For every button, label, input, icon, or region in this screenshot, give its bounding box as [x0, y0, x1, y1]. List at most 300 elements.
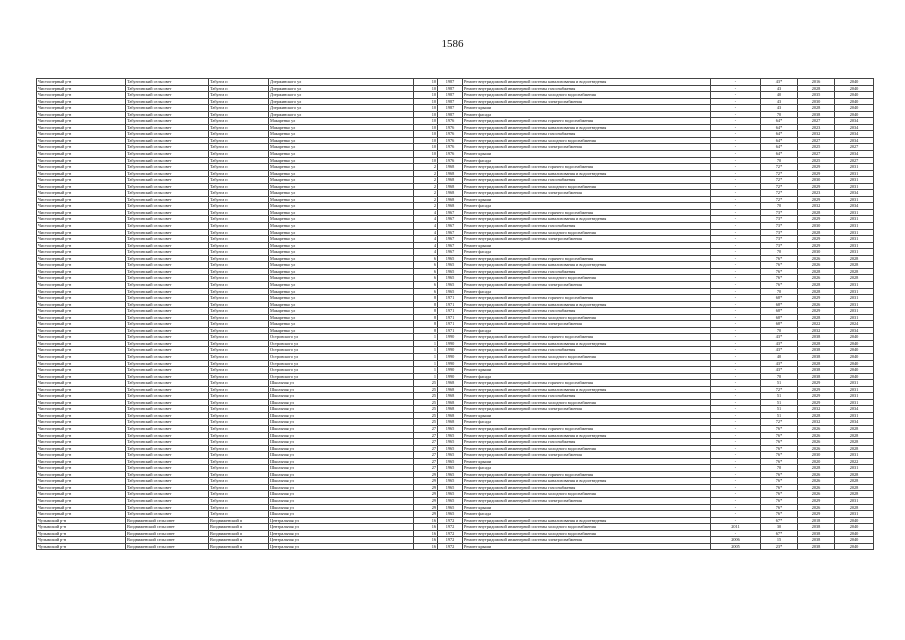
work-type-cell: Ремонт внутридомовой инженерной системы канализования и водоотведения — [463, 478, 711, 485]
district-cell: Чистоозерный р-н — [37, 223, 126, 230]
street-cell: Дзержинского ул — [269, 92, 414, 99]
street-cell: Макаренко ул — [269, 236, 414, 243]
locality-cell: Табулга п — [209, 432, 269, 439]
locality-cell: Табулга п — [209, 353, 269, 360]
wear-cell: 51 — [761, 406, 798, 413]
house-number-cell: 1 — [414, 353, 438, 360]
work-type-cell: Ремонт внутридомовой инженерной системы газоснабжения — [463, 439, 711, 446]
end-year-cell: 2034 — [835, 118, 874, 125]
built-year-cell: 1987 — [438, 79, 463, 86]
built-year-cell: 1965 — [438, 432, 463, 439]
wear-cell: 76* — [761, 484, 798, 491]
street-cell: Дзержинского ул — [269, 79, 414, 86]
locality-cell: Табулга п — [209, 203, 269, 210]
settlement-cell: Табулгинский сельсовет — [126, 445, 209, 452]
work-type-cell: Ремонт внутридомовой инженерной системы канализования и водоотведения — [463, 517, 711, 524]
work-type-cell: Ремонт внутридомовой инженерной системы канализования и водоотведения — [463, 124, 711, 131]
last-repair-cell: - — [711, 321, 761, 328]
wear-cell: 73* — [761, 223, 798, 230]
district-cell: Чулымский р-н — [37, 530, 126, 537]
house-number-cell: 10 — [414, 124, 438, 131]
work-type-cell: Ремонт внутридомовой инженерной системы электроснабжения — [463, 452, 711, 459]
work-type-cell: Ремонт крыши — [463, 458, 711, 465]
settlement-cell: Табулгинский сельсовет — [126, 471, 209, 478]
house-number-cell: 29 — [414, 511, 438, 518]
wear-cell: 70 — [761, 465, 798, 472]
street-cell: Школьная ул — [269, 491, 414, 498]
street-cell: Островского ул — [269, 347, 414, 354]
street-cell: Дзержинского ул — [269, 105, 414, 112]
start-year-cell: 2029 — [798, 498, 835, 505]
locality-cell: Табулга п — [209, 406, 269, 413]
built-year-cell: 1968 — [438, 386, 463, 393]
end-year-cell: 2040 — [835, 79, 874, 86]
built-year-cell: 1967 — [438, 229, 463, 236]
house-number-cell: 4 — [414, 209, 438, 216]
district-cell: Чистоозерный р-н — [37, 491, 126, 498]
settlement-cell: Табулгинский сельсовет — [126, 268, 209, 275]
street-cell: Макаренко ул — [269, 288, 414, 295]
house-number-cell: 1 — [414, 347, 438, 354]
street-cell: Школьная ул — [269, 445, 414, 452]
street-cell: Макаренко ул — [269, 268, 414, 275]
last-repair-cell: - — [711, 301, 761, 308]
wear-cell: 43 — [761, 98, 798, 105]
start-year-cell: 2026 — [798, 504, 835, 511]
built-year-cell: 1965 — [438, 491, 463, 498]
house-number-cell: 10 — [414, 137, 438, 144]
locality-cell: Табулга п — [209, 504, 269, 511]
house-number-cell: 27 — [414, 465, 438, 472]
house-number-cell: 4 — [414, 229, 438, 236]
start-year-cell: 2030 — [798, 98, 835, 105]
street-cell: Макаренко ул — [269, 137, 414, 144]
street-cell: Школьная ул — [269, 478, 414, 485]
locality-cell: Табулга п — [209, 131, 269, 138]
wear-cell: 76* — [761, 268, 798, 275]
last-repair-cell: - — [711, 327, 761, 334]
last-repair-cell: - — [711, 92, 761, 99]
table-row — [37, 543, 874, 550]
settlement-cell: Табулгинский сельсовет — [126, 314, 209, 321]
start-year-cell: 2038 — [798, 530, 835, 537]
work-type-cell: Ремонт внутридомовой инженерной системы электроснабжения — [463, 281, 711, 288]
last-repair-cell: - — [711, 85, 761, 92]
last-repair-cell: - — [711, 334, 761, 341]
house-number-cell: 27 — [414, 458, 438, 465]
street-cell: Островского ул — [269, 360, 414, 367]
start-year-cell: 2028 — [798, 105, 835, 112]
start-year-cell: 2026 — [798, 425, 835, 432]
settlement-cell: Табулгинский сельсовет — [126, 465, 209, 472]
house-number-cell: 4 — [414, 249, 438, 256]
wear-cell: 72* — [761, 419, 798, 426]
wear-cell: 51 — [761, 393, 798, 400]
last-repair-cell: - — [711, 347, 761, 354]
start-year-cell: 2030 — [798, 177, 835, 184]
house-number-cell: 10 — [414, 157, 438, 164]
built-year-cell: 1987 — [438, 111, 463, 118]
last-repair-cell: - — [711, 491, 761, 498]
built-year-cell: 1990 — [438, 340, 463, 347]
wear-cell: 43* — [761, 367, 798, 374]
end-year-cell: 2034 — [835, 131, 874, 138]
district-cell: Чистоозерный р-н — [37, 347, 126, 354]
end-year-cell: 2034 — [835, 203, 874, 210]
settlement-cell: Табулгинский сельсовет — [126, 288, 209, 295]
built-year-cell: 1976 — [438, 144, 463, 151]
house-number-cell: 8 — [414, 301, 438, 308]
last-repair-cell: - — [711, 196, 761, 203]
built-year-cell: 1972 — [438, 524, 463, 531]
wear-cell: 73* — [761, 229, 798, 236]
built-year-cell: 1968 — [438, 164, 463, 171]
start-year-cell: 2029 — [798, 380, 835, 387]
house-number-cell: 10 — [414, 79, 438, 86]
built-year-cell: 1967 — [438, 236, 463, 243]
start-year-cell: 2029 — [798, 236, 835, 243]
start-year-cell: 2023 — [798, 190, 835, 197]
district-cell: Чистоозерный р-н — [37, 137, 126, 144]
locality-cell: Табулга п — [209, 386, 269, 393]
last-repair-cell: - — [711, 216, 761, 223]
house-number-cell: 8 — [414, 295, 438, 302]
settlement-cell: Табулгинский сельсовет — [126, 157, 209, 164]
locality-cell: Табулга п — [209, 137, 269, 144]
street-cell: Центральная ул — [269, 537, 414, 544]
settlement-cell: Табулгинский сельсовет — [126, 295, 209, 302]
house-number-cell: 16 — [414, 543, 438, 550]
settlement-cell: Воздвиженский сельсовет — [126, 524, 209, 531]
built-year-cell: 1965 — [438, 439, 463, 446]
street-cell: Макаренко ул — [269, 327, 414, 334]
end-year-cell: 2040 — [835, 340, 874, 347]
settlement-cell: Табулгинский сельсовет — [126, 452, 209, 459]
street-cell: Макаренко ул — [269, 321, 414, 328]
street-cell: Школьная ул — [269, 471, 414, 478]
settlement-cell: Табулгинский сельсовет — [126, 275, 209, 282]
settlement-cell: Табулгинский сельсовет — [126, 393, 209, 400]
built-year-cell: 1972 — [438, 517, 463, 524]
locality-cell: Табулга п — [209, 262, 269, 269]
start-year-cell: 2028 — [798, 288, 835, 295]
wear-cell: 72* — [761, 196, 798, 203]
built-year-cell: 1987 — [438, 92, 463, 99]
work-type-cell: Ремонт внутридомовой инженерной системы электроснабжения — [463, 144, 711, 151]
end-year-cell: 2031 — [835, 164, 874, 171]
wear-cell: 64* — [761, 137, 798, 144]
district-cell: Чистоозерный р-н — [37, 229, 126, 236]
start-year-cell: 2026 — [798, 432, 835, 439]
district-cell: Чистоозерный р-н — [37, 367, 126, 374]
wear-cell: 76* — [761, 439, 798, 446]
wear-cell: 72* — [761, 170, 798, 177]
wear-cell: 43* — [761, 360, 798, 367]
work-type-cell: Ремонт внутридомовой инженерной системы холодного водоснабжения — [463, 445, 711, 452]
street-cell: Островского ул — [269, 353, 414, 360]
settlement-cell: Табулгинский сельсовет — [126, 209, 209, 216]
end-year-cell: 2028 — [835, 491, 874, 498]
end-year-cell: 2040 — [835, 530, 874, 537]
last-repair-cell: - — [711, 439, 761, 446]
house-number-cell: 10 — [414, 151, 438, 158]
work-type-cell: Ремонт внутридомовой инженерной системы канализования и водоотведения — [463, 262, 711, 269]
house-number-cell: 16 — [414, 537, 438, 544]
last-repair-cell: - — [711, 419, 761, 426]
last-repair-cell: - — [711, 406, 761, 413]
house-number-cell: 2 — [414, 203, 438, 210]
built-year-cell: 1965 — [438, 262, 463, 269]
district-cell: Чистоозерный р-н — [37, 399, 126, 406]
district-cell: Чистоозерный р-н — [37, 118, 126, 125]
house-number-cell: 6 — [414, 288, 438, 295]
work-type-cell: Ремонт внутридомовой инженерной системы канализования и водоотведения — [463, 216, 711, 223]
built-year-cell: 1972 — [438, 537, 463, 544]
locality-cell: Табулга п — [209, 157, 269, 164]
last-repair-cell: - — [711, 209, 761, 216]
end-year-cell: 2040 — [835, 334, 874, 341]
start-year-cell: 2026 — [798, 439, 835, 446]
work-type-cell: Ремонт внутридомовой инженерной системы холодного водоснабжения — [463, 314, 711, 321]
last-repair-cell: 2005 — [711, 543, 761, 550]
end-year-cell: 2040 — [835, 353, 874, 360]
locality-cell: Табулга п — [209, 190, 269, 197]
street-cell: Школьная ул — [269, 504, 414, 511]
work-type-cell: Ремонт внутридомовой инженерной системы канализования и водоотведения — [463, 170, 711, 177]
built-year-cell: 1987 — [438, 98, 463, 105]
locality-cell: Табулга п — [209, 321, 269, 328]
start-year-cell: 2026 — [798, 471, 835, 478]
street-cell: Островского ул — [269, 334, 414, 341]
start-year-cell: 2038 — [798, 537, 835, 544]
locality-cell: Табулга п — [209, 223, 269, 230]
start-year-cell: 2038 — [798, 373, 835, 380]
work-type-cell: Ремонт внутридомовой инженерной системы холодного водоснабжения — [463, 229, 711, 236]
last-repair-cell: - — [711, 458, 761, 465]
house-number-cell: 25 — [414, 380, 438, 387]
start-year-cell: 2032 — [798, 203, 835, 210]
start-year-cell: 2030 — [798, 223, 835, 230]
settlement-cell: Табулгинский сельсовет — [126, 92, 209, 99]
built-year-cell: 1971 — [438, 314, 463, 321]
built-year-cell: 1990 — [438, 347, 463, 354]
built-year-cell: 1972 — [438, 543, 463, 550]
locality-cell: Табулга п — [209, 177, 269, 184]
built-year-cell: 1965 — [438, 425, 463, 432]
work-type-cell: Ремонт внутридомовой инженерной системы канализования и водоотведения — [463, 340, 711, 347]
house-number-cell: 2 — [414, 170, 438, 177]
end-year-cell: 2028 — [835, 275, 874, 282]
settlement-cell: Табулгинский сельсовет — [126, 196, 209, 203]
end-year-cell: 2031 — [835, 399, 874, 406]
settlement-cell: Табулгинский сельсовет — [126, 216, 209, 223]
locality-cell: Табулга п — [209, 367, 269, 374]
work-type-cell: Ремонт крыши — [463, 105, 711, 112]
end-year-cell: 2031 — [835, 380, 874, 387]
end-year-cell: 2031 — [835, 249, 874, 256]
wear-cell: 70 — [761, 373, 798, 380]
settlement-cell: Табулгинский сельсовет — [126, 458, 209, 465]
settlement-cell: Табулгинский сельсовет — [126, 504, 209, 511]
locality-cell: Табулга п — [209, 281, 269, 288]
end-year-cell: 2040 — [835, 360, 874, 367]
work-type-cell: Ремонт внутридомовой инженерной системы газоснабжения — [463, 484, 711, 491]
house-number-cell: 29 — [414, 471, 438, 478]
house-number-cell: 27 — [414, 445, 438, 452]
district-cell: Чистоозерный р-н — [37, 439, 126, 446]
built-year-cell: 1971 — [438, 308, 463, 315]
wear-cell: 76* — [761, 504, 798, 511]
house-number-cell: 2 — [414, 190, 438, 197]
district-cell: Чистоозерный р-н — [37, 498, 126, 505]
street-cell: Школьная ул — [269, 419, 414, 426]
house-number-cell: 2 — [414, 196, 438, 203]
start-year-cell: 2029 — [798, 399, 835, 406]
last-repair-cell: - — [711, 471, 761, 478]
built-year-cell: 1990 — [438, 353, 463, 360]
street-cell: Макаренко ул — [269, 249, 414, 256]
district-cell: Чистоозерный р-н — [37, 124, 126, 131]
settlement-cell: Табулгинский сельсовет — [126, 334, 209, 341]
street-cell: Дзержинского ул — [269, 85, 414, 92]
house-number-cell: 10 — [414, 85, 438, 92]
work-type-cell: Ремонт внутридомовой инженерной системы канализования и водоотведения — [463, 386, 711, 393]
district-cell: Чистоозерный р-н — [37, 301, 126, 308]
last-repair-cell: - — [711, 432, 761, 439]
last-repair-cell: - — [711, 229, 761, 236]
wear-cell: 76* — [761, 281, 798, 288]
built-year-cell: 1967 — [438, 216, 463, 223]
last-repair-cell: - — [711, 98, 761, 105]
district-cell: Чистоозерный р-н — [37, 471, 126, 478]
built-year-cell: 1976 — [438, 124, 463, 131]
work-type-cell: Ремонт внутридомовой инженерной системы холодного водоснабжения — [463, 399, 711, 406]
settlement-cell: Табулгинский сельсовет — [126, 190, 209, 197]
district-cell: Чистоозерный р-н — [37, 98, 126, 105]
end-year-cell: 2034 — [835, 406, 874, 413]
locality-cell: Табулга п — [209, 249, 269, 256]
work-type-cell: Ремонт внутридомовой инженерной системы газоснабжения — [463, 347, 711, 354]
wear-cell: 64* — [761, 124, 798, 131]
district-cell: Чистоозерный р-н — [37, 373, 126, 380]
built-year-cell: 1968 — [438, 177, 463, 184]
work-type-cell: Ремонт внутридомовой инженерной системы горячего водоснабжения — [463, 471, 711, 478]
district-cell: Чистоозерный р-н — [37, 157, 126, 164]
district-cell: Чистоозерный р-н — [37, 85, 126, 92]
last-repair-cell: - — [711, 393, 761, 400]
built-year-cell: 1968 — [438, 393, 463, 400]
street-cell: Макаренко ул — [269, 229, 414, 236]
wear-cell: 72* — [761, 190, 798, 197]
built-year-cell: 1967 — [438, 223, 463, 230]
settlement-cell: Табулгинский сельсовет — [126, 183, 209, 190]
house-number-cell: 2 — [414, 183, 438, 190]
street-cell: Школьная ул — [269, 425, 414, 432]
work-type-cell: Ремонт внутридомовой инженерной системы газоснабжения — [463, 393, 711, 400]
end-year-cell: 2031 — [835, 216, 874, 223]
last-repair-cell: - — [711, 262, 761, 269]
street-cell: Островского ул — [269, 373, 414, 380]
built-year-cell: 1968 — [438, 406, 463, 413]
work-type-cell: Ремонт внутридомовой инженерной системы горячего водоснабжения — [463, 425, 711, 432]
built-year-cell: 1965 — [438, 445, 463, 452]
district-cell: Чистоозерный р-н — [37, 151, 126, 158]
district-cell: Чистоозерный р-н — [37, 353, 126, 360]
table-body — [37, 79, 874, 550]
built-year-cell: 1990 — [438, 373, 463, 380]
locality-cell: Табулга п — [209, 458, 269, 465]
house-number-cell: 29 — [414, 478, 438, 485]
work-type-cell: Ремонт внутридомовой инженерной системы электроснабжения — [463, 98, 711, 105]
house-number-cell: 1 — [414, 373, 438, 380]
locality-cell: Табулга п — [209, 301, 269, 308]
district-cell: Чистоозерный р-н — [37, 105, 126, 112]
start-year-cell: 2032 — [798, 327, 835, 334]
last-repair-cell: - — [711, 295, 761, 302]
built-year-cell: 1976 — [438, 131, 463, 138]
end-year-cell: 2040 — [835, 92, 874, 99]
end-year-cell: 2028 — [835, 268, 874, 275]
end-year-cell: 2028 — [835, 445, 874, 452]
house-number-cell: 2 — [414, 164, 438, 171]
house-number-cell: 10 — [414, 98, 438, 105]
district-cell: Чистоозерный р-н — [37, 511, 126, 518]
built-year-cell: 1976 — [438, 137, 463, 144]
end-year-cell: 2040 — [835, 111, 874, 118]
built-year-cell: 1965 — [438, 465, 463, 472]
end-year-cell: 2028 — [835, 439, 874, 446]
district-cell: Чистоозерный р-н — [37, 321, 126, 328]
locality-cell: Табулга п — [209, 275, 269, 282]
last-repair-cell: - — [711, 190, 761, 197]
district-cell: Чистоозерный р-н — [37, 92, 126, 99]
end-year-cell: 2034 — [835, 327, 874, 334]
house-number-cell: 4 — [414, 216, 438, 223]
start-year-cell: 2027 — [798, 151, 835, 158]
district-cell: Чистоозерный р-н — [37, 340, 126, 347]
house-number-cell: 4 — [414, 236, 438, 243]
built-year-cell: 1968 — [438, 399, 463, 406]
built-year-cell: 1971 — [438, 327, 463, 334]
start-year-cell: 2032 — [798, 131, 835, 138]
street-cell: Островского ул — [269, 340, 414, 347]
start-year-cell: 2026 — [798, 301, 835, 308]
built-year-cell: 1971 — [438, 301, 463, 308]
settlement-cell: Табулгинский сельсовет — [126, 491, 209, 498]
district-cell: Чистоозерный р-н — [37, 190, 126, 197]
wear-cell: 67* — [761, 530, 798, 537]
work-type-cell: Ремонт крыши — [463, 543, 711, 550]
work-type-cell: Ремонт фасада — [463, 419, 711, 426]
work-type-cell: Ремонт крыши — [463, 196, 711, 203]
last-repair-cell: - — [711, 124, 761, 131]
start-year-cell: 2025 — [798, 157, 835, 164]
last-repair-cell: - — [711, 373, 761, 380]
locality-cell: Воздвиженский п — [209, 517, 269, 524]
start-year-cell: 2028 — [798, 85, 835, 92]
end-year-cell: 2031 — [835, 465, 874, 472]
house-number-cell: 27 — [414, 425, 438, 432]
start-year-cell: 2029 — [798, 511, 835, 518]
end-year-cell: 2040 — [835, 517, 874, 524]
start-year-cell: 2038 — [798, 524, 835, 531]
end-year-cell: 2031 — [835, 452, 874, 459]
end-year-cell: 2040 — [835, 537, 874, 544]
start-year-cell: 2038 — [798, 111, 835, 118]
street-cell: Школьная ул — [269, 511, 414, 518]
settlement-cell: Табулгинский сельсовет — [126, 406, 209, 413]
wear-cell: 70 — [761, 111, 798, 118]
